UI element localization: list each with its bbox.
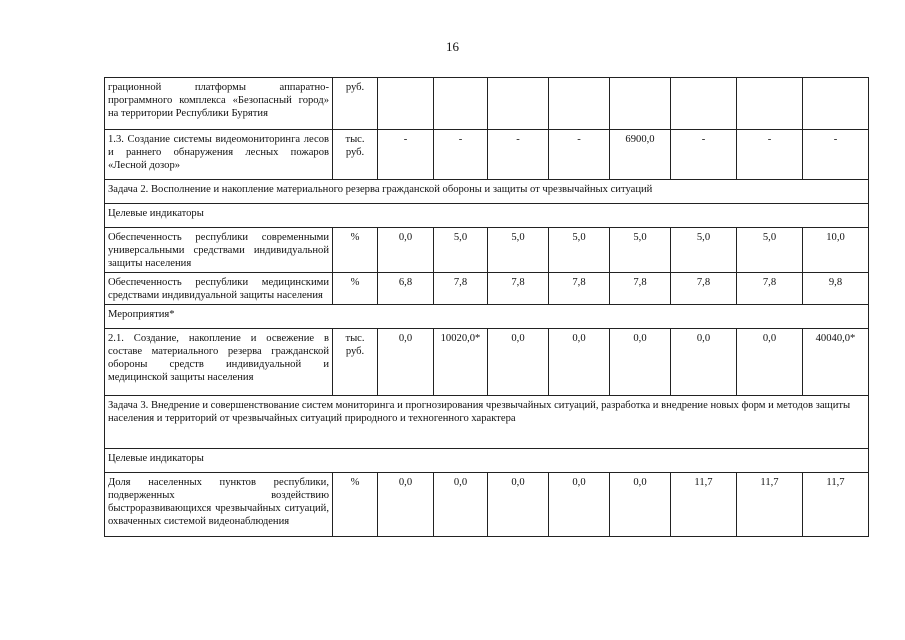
value-cell [671,78,737,130]
value-cell: 7,8 [434,273,488,305]
value-cell: - [737,130,803,180]
value-cell: - [671,130,737,180]
value-cell: 11,7 [671,473,737,537]
section-heading: Мероприятия* [105,305,869,329]
section-heading: Целевые индикаторы [105,204,869,228]
value-cell: 0,0 [610,473,671,537]
table-row [105,78,869,130]
value-cell [378,78,434,130]
unit-cell: % [333,273,378,305]
table-body [105,78,869,537]
value-cell: 0,0 [549,329,610,396]
section-row [105,305,869,329]
unit-cell: руб. [333,78,378,130]
value-cell [610,78,671,130]
table-row [105,329,869,396]
value-cell: 0,0 [488,473,549,537]
value-cell: 6900,0 [610,130,671,180]
unit-cell: тыс. руб. [333,329,378,396]
section-row [105,396,869,449]
value-cell: 0,0 [549,473,610,537]
value-cell: 5,0 [434,228,488,273]
value-cell: 11,7 [803,473,869,537]
value-cell: 10020,0* [434,329,488,396]
value-cell: 7,8 [610,273,671,305]
value-cell: 5,0 [488,228,549,273]
value-cell: 9,8 [803,273,869,305]
value-cell [488,78,549,130]
section-row [105,449,869,473]
value-cell: 5,0 [737,228,803,273]
row-title: грационной платформы аппаратно-программного комплекса «Безопасный город» на территории Республики Бурятия [105,78,333,130]
table-row [105,273,869,305]
value-cell: 5,0 [549,228,610,273]
value-cell [737,78,803,130]
row-title: Обеспеченность республики медицинскими средствами индивидуальной защиты населения [105,273,333,305]
value-cell: 5,0 [671,228,737,273]
value-cell: - [434,130,488,180]
value-cell: - [488,130,549,180]
row-title: Доля населенных пунктов республики, подверженных воздействию быстроразвивающихся чрезвычайных ситуаций, охваченных системой видеонаблюдения [105,473,333,537]
value-cell: 40040,0* [803,329,869,396]
value-cell: 0,0 [737,329,803,396]
value-cell: 6,8 [378,273,434,305]
table-row [105,473,869,537]
unit-cell: % [333,473,378,537]
value-cell: 0,0 [378,329,434,396]
value-cell: - [803,130,869,180]
value-cell [549,78,610,130]
row-title: Обеспеченность республики современными универсальными средствами индивидуальной защиты населения [105,228,333,273]
value-cell: 0,0 [434,473,488,537]
row-title: 1.3. Создание системы видеомониторинга лесов и раннего обнаружения лесных пожаров «Лесной дозор» [105,130,333,180]
table-row [105,228,869,273]
section-row [105,204,869,228]
value-cell: 11,7 [737,473,803,537]
value-cell: - [378,130,434,180]
section-row [105,180,869,204]
unit-cell: тыс. руб. [333,130,378,180]
row-title: 2.1. Создание, накопление и освежение в составе материального резерва гражданской обороны средств индивидуальной и медицинской защиты населения [105,329,333,396]
value-cell: 7,8 [671,273,737,305]
value-cell: 7,8 [488,273,549,305]
page-number: 16 [446,39,459,54]
section-heading: Целевые индикаторы [105,449,869,473]
value-cell [434,78,488,130]
table-row [105,130,869,180]
value-cell: 0,0 [378,473,434,537]
section-heading: Задача 3. Внедрение и совершенствование систем мониторинга и прогнозирования чрезвычайных ситуаций, разработка и внедрение новых форм и методов защиты населения и территорий от чрезвычайных ситуаций природного и техногенного характера [105,396,869,449]
value-cell: 0,0 [378,228,434,273]
value-cell: 7,8 [737,273,803,305]
unit-cell: % [333,228,378,273]
value-cell [803,78,869,130]
value-cell: 0,0 [610,329,671,396]
value-cell: 0,0 [671,329,737,396]
value-cell: 10,0 [803,228,869,273]
value-cell: - [549,130,610,180]
value-cell: 0,0 [488,329,549,396]
section-heading: Задача 2. Восполнение и накопление материального резерва гражданской обороны и защиты от чрезвычайных ситуаций [105,180,869,204]
value-cell: 7,8 [549,273,610,305]
indicators-table [104,77,869,537]
value-cell: 5,0 [610,228,671,273]
